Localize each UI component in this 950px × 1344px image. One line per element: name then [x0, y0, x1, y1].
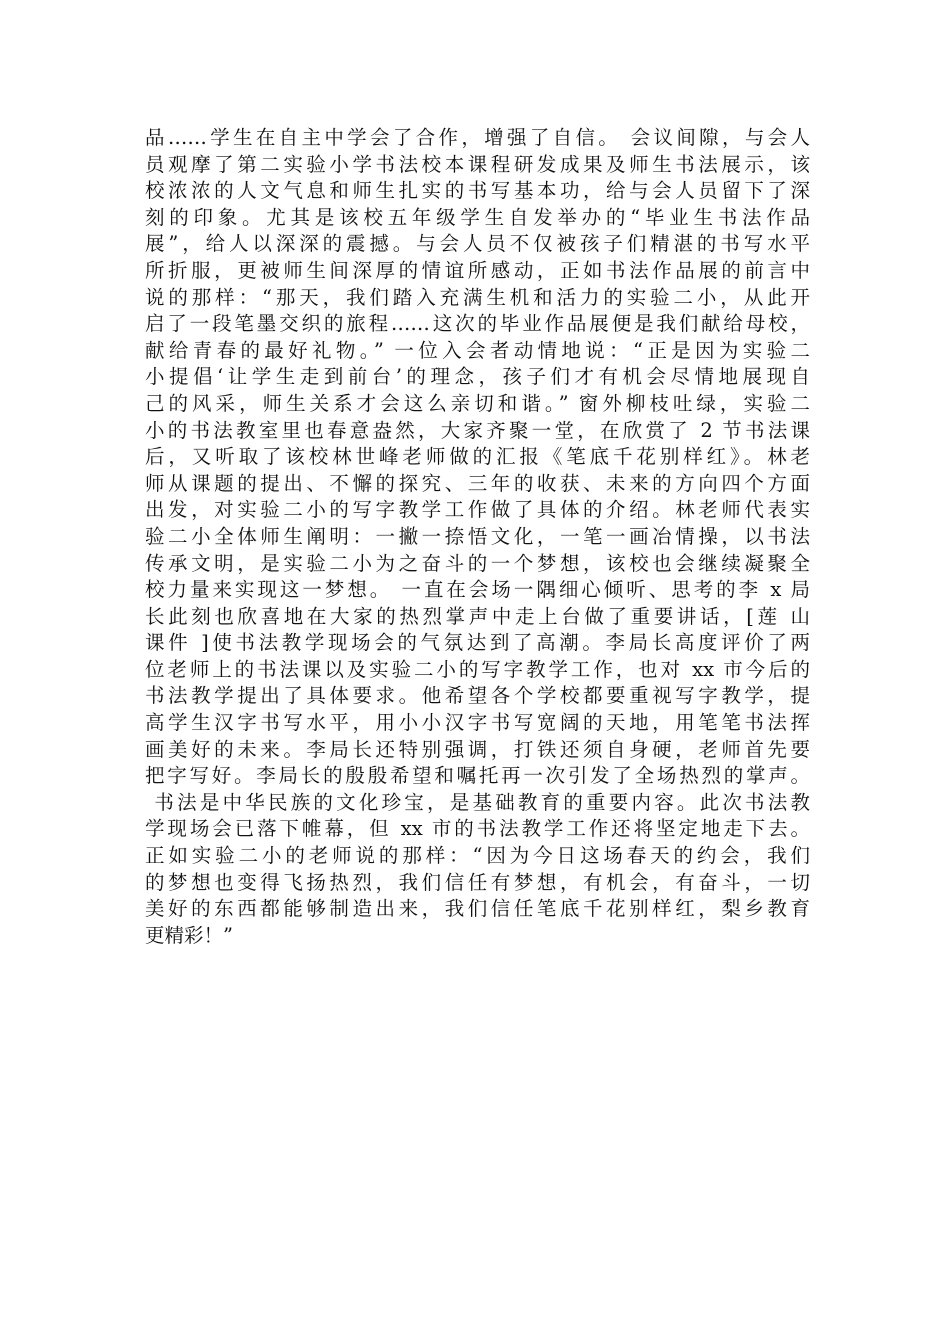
text-line-9: 献给青春的最好礼物。” 一位入会者动情地说：“正是因为实验二 [145, 338, 810, 362]
text-line-11: 己的风采，师生关系才会这么亲切和谐。” 窗外柳枝吐绿，实验二 [145, 391, 810, 415]
text-line-21: 位老师上的书法课以及实验二小的写字教学工作，也对 xx 市今后的 [145, 657, 810, 681]
text-line-31: 更精彩！” [145, 923, 233, 947]
text-line-16: 验二小全体师生阐明：一撇一捺悟文化，一笔一画冶情操，以书法 [145, 524, 810, 548]
text-line-30: 美好的东西都能够制造出来，我们信任笔底千花别样红，梨乡教育 [145, 897, 810, 921]
text-line-24: 画美好的未来。李局长还特别强调，打铁还须自身硬，老师首先要 [145, 737, 810, 761]
text-line-29: 的梦想也变得飞扬热烈，我们信任有梦想，有机会，有奋斗，一切 [145, 870, 810, 894]
text-line-12: 小的书法教室里也春意盎然，大家齐聚一堂，在欣赏了 2 节书法课 [145, 418, 810, 442]
text-line-27: 学现场会已落下帷幕，但 xx 市的书法教学工作还将坚定地走下去。 [145, 817, 810, 841]
text-line-28: 正如实验二小的老师说的那样：“因为今日这场春天的约会，我们 [145, 844, 810, 868]
text-line-10: 小提倡‘让学生走到前台’的理念，孩子们才有机会尽情地展现自 [145, 365, 810, 389]
text-line-5: 展”，给人以深深的震撼。与会人员不仅被孩子们精湛的书写水平 [145, 232, 810, 256]
text-line-25: 把字写好。李局长的殷殷希望和嘱托再一次引发了全场热烈的掌声。 [145, 764, 810, 788]
text-line-17: 传承文明，是实验二小为之奋斗的一个梦想，该校也会继续凝聚全 [145, 551, 810, 575]
text-line-1: 品……学生在自主中学会了合作，增强了自信。 会议间隙，与会人 [145, 126, 810, 149]
text-line-18: 校力量来实现这一梦想。 一直在会场一隅细心倾听、思考的李 x 局 [145, 578, 810, 602]
body-text [145, 125, 810, 949]
text-line-13: 后，又听取了该校林世峰老师做的汇报《笔底千花别样红》。林老 [145, 445, 810, 469]
text-line-23: 高学生汉字书写水平，用小小汉字书写宽阔的天地，用笔笔书法挥 [145, 711, 810, 735]
text-line-26: 书法是中华民族的文化珍宝，是基础教育的重要内容。此次书法教 [145, 790, 810, 814]
text-line-7: 说的那样：“那天，我们踏入充满生机和活力的实验二小，从此开 [145, 285, 810, 309]
text-line-8: 启了一段笔墨交织的旅程……这次的毕业作品展便是我们献给母校， [145, 312, 810, 336]
text-line-15: 出发，对实验二小的写字教学工作做了具体的介绍。林老师代表实 [145, 498, 810, 522]
text-line-3: 校浓浓的人文气息和师生扎实的书写基本功，给与会人员留下了深 [145, 179, 810, 203]
text-line-22: 书法教学提出了具体要求。他希望各个学校都要重视写字教学，提 [145, 684, 810, 708]
text-line-6: 所折服，更被师生间深厚的情谊所感动，正如书法作品展的前言中 [145, 258, 810, 282]
text-line-19: 长此刻也欣喜地在大家的热烈掌声中走上台做了重要讲话，[莲 山 [145, 604, 810, 628]
text-line-2: 员观摩了第二实验小学书法校本课程研发成果及师生书法展示，该 [145, 152, 810, 176]
text-line-20: 课件 ]使书法教学现场会的气氛达到了高潮。李局长高度评价了两 [145, 631, 810, 655]
text-line-4: 刻的印象。尤其是该校五年级学生自发举办的“毕业生书法作品 [145, 205, 810, 229]
text-line-14: 师从课题的提出、不懈的探究、三年的收获、未来的方向四个方面 [145, 471, 810, 495]
